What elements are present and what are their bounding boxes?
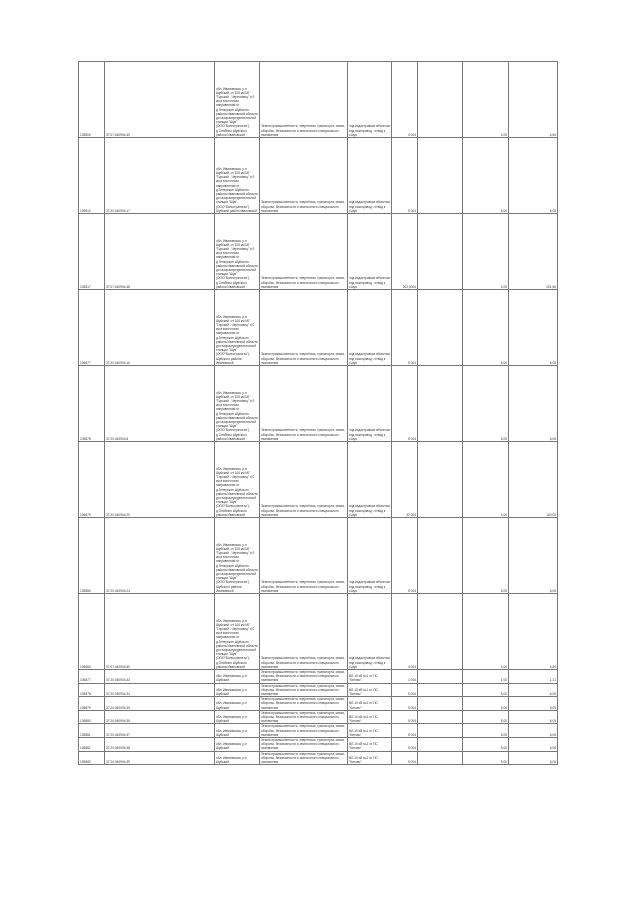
permitted-use: ВЛ-10 кВ №1 от ПС "Китово" bbox=[348, 710, 392, 724]
cadastral-number: 37:20:040904:20 bbox=[105, 442, 215, 518]
value-column-1 bbox=[418, 138, 463, 214]
cadastral-number: 37:07:040904:49 bbox=[105, 62, 215, 138]
permitted-use: под кадастровым объектом под газопровод - отвод к г.Шуя bbox=[348, 366, 392, 442]
permitted-use: под кадастровым объектом под газопровод - отвод к г.Шуя bbox=[348, 442, 392, 518]
value-column-3: 6,05 bbox=[509, 518, 558, 594]
value-column-3: 6,05 bbox=[509, 138, 558, 214]
value-column-2: 4,00 bbox=[463, 214, 509, 290]
value-column-3: 6,05 bbox=[509, 710, 558, 724]
value-column-1 bbox=[418, 751, 463, 765]
area-value: 5 004 bbox=[392, 366, 418, 442]
cadastral-table bbox=[78, 61, 558, 765]
cadastral-number: 37:20:040904:24 bbox=[105, 518, 215, 594]
value-column-2: 5,00 bbox=[463, 724, 509, 738]
cadastral-number: 37:20:040904:39 bbox=[105, 751, 215, 765]
cadastral-number: 37:20:040904:34 bbox=[105, 683, 215, 697]
record-id: 105800 bbox=[79, 62, 105, 138]
area-value: 5 004 bbox=[392, 138, 418, 214]
value-column-2: 5,00 bbox=[463, 366, 509, 442]
value-column-3: 201,56 bbox=[509, 214, 558, 290]
record-id: 105880 bbox=[79, 710, 105, 724]
area-value: 5 004 bbox=[392, 518, 418, 594]
value-column-2: 5,00 bbox=[463, 683, 509, 697]
table-row bbox=[79, 366, 558, 442]
location-description: обл. Ивановская, р-н Шуйский bbox=[215, 710, 260, 724]
table-row bbox=[79, 724, 558, 738]
area-value: 32 004 bbox=[392, 442, 418, 518]
permitted-use: под кадастровым объектом под газопровод - отвод к г.Шуя bbox=[348, 594, 392, 670]
location-description: обл. Ивановская, р-н Шуйский bbox=[215, 751, 260, 765]
land-category: Земли промышленности, энергетики, транспорта, связи, обороны, безопасности и земли иного специального назначения bbox=[260, 724, 348, 738]
record-id: 105878 bbox=[79, 683, 105, 697]
table-row bbox=[79, 138, 558, 214]
value-column-3: 4,84 bbox=[509, 594, 558, 670]
value-column-1 bbox=[418, 518, 463, 594]
cadastral-number: 37:20:040904:8 bbox=[105, 366, 215, 442]
land-category: Земли промышленности, энергетики, транспорта, связи, обороны, безопасности и земли иного специального назначения bbox=[260, 594, 348, 670]
area-value: 1 004 bbox=[392, 670, 418, 684]
land-category: Земли промышленности, энергетики, транспорта, связи, обороны, безопасности и земли иного специального назначения bbox=[260, 138, 348, 214]
location-description: обл. Ивановская, р-н Шуйский bbox=[215, 670, 260, 684]
location-description: обл. Ивановская, р-н Шуйский, от 105 км МГ "Горький - Череповец" d 0 км в восточном направлении от д.Генерское Шуйского района Ивановской области до газораспределительной станции "Шуя" (ООО"Волготрансгаз"), д.Олябино Шуйского района Ивановской bbox=[215, 366, 260, 442]
record-id: 105883 bbox=[79, 751, 105, 765]
record-id: 105817 bbox=[79, 214, 105, 290]
area-value: 202,0004 bbox=[392, 214, 418, 290]
table-row bbox=[79, 214, 558, 290]
cadastral-number: 37:20:040904:35 bbox=[105, 697, 215, 711]
table-row bbox=[79, 442, 558, 518]
value-column-1 bbox=[418, 683, 463, 697]
record-id: 105880 bbox=[79, 518, 105, 594]
land-category: Земли промышленности, энергетики, транспорта, связи, обороны, безопасности и земли иного специального назначения bbox=[260, 751, 348, 765]
record-id: 105881 bbox=[79, 724, 105, 738]
permitted-use: под кадастровым объектом под газопровод - отвод к г.Шуя bbox=[348, 138, 392, 214]
permitted-use: под кадастровым объектом под газопровод - отвод к г.Шуя bbox=[348, 290, 392, 366]
land-category: Земли промышленности, энергетики, транспорта, связи, обороны, безопасности и земли иного специального назначения bbox=[260, 290, 348, 366]
value-column-3: 6,05 bbox=[509, 683, 558, 697]
value-column-2: 5,00 bbox=[463, 518, 509, 594]
value-column-2: 4,00 bbox=[463, 594, 509, 670]
cadastral-number: 37:07:040904:48 bbox=[105, 214, 215, 290]
area-value: 5 004 bbox=[392, 751, 418, 765]
area-value: 5 004 bbox=[392, 290, 418, 366]
cadastral-table-sheet bbox=[78, 61, 557, 765]
table-row bbox=[79, 710, 558, 724]
value-column-1 bbox=[418, 697, 463, 711]
table-row bbox=[79, 683, 558, 697]
land-category: Земли промышленности, энергетики, транспорта, связи, обороны, безопасности и земли иного специального назначения bbox=[260, 683, 348, 697]
location-description: обл. Ивановская, р-н Шуйский, от 105 км МГ "Горький - Череповец" d 0 км в восточном направлении от д.Генерское Шуйского района Ивановской области до газораспределительной станции "Шуя" (ООО"Волготрансгаз"), Шуйский район Ивановской bbox=[215, 138, 260, 214]
record-id: 105878 bbox=[79, 366, 105, 442]
location-description: обл. Ивановская, р-н Шуйский bbox=[215, 683, 260, 697]
area-value: 5 004 bbox=[392, 710, 418, 724]
value-column-3: 6,05 bbox=[509, 290, 558, 366]
location-description: обл. Ивановская, р-н Шуйский bbox=[215, 738, 260, 752]
value-column-2: 1,00 bbox=[463, 670, 509, 684]
value-column-1 bbox=[418, 738, 463, 752]
value-column-3: 6,05 bbox=[509, 697, 558, 711]
value-column-2: 4,00 bbox=[463, 442, 509, 518]
area-value: 5 004 bbox=[392, 738, 418, 752]
permitted-use: ВЛ-10 кВ №1 от ПС "Китово" bbox=[348, 724, 392, 738]
permitted-use: ВЛ-10 кВ №1 от ПС "Китово" bbox=[348, 751, 392, 765]
value-column-1 bbox=[418, 290, 463, 366]
value-column-3: 6,05 bbox=[509, 724, 558, 738]
record-id: 105877 bbox=[79, 670, 105, 684]
value-column-1 bbox=[418, 724, 463, 738]
record-id: 105884 bbox=[79, 594, 105, 670]
land-category: Земли промышленности, энергетики, транспорта, связи, обороны, безопасности и земли иного специального назначения bbox=[260, 442, 348, 518]
value-column-2: 5,00 bbox=[463, 751, 509, 765]
permitted-use: под кадастровым объектом под газопровод - отвод к г.Шуя bbox=[348, 62, 392, 138]
location-description: обл. Ивановская, р-н Шуйский bbox=[215, 724, 260, 738]
land-category: Земли промышленности, энергетики, транспорта, связи, обороны, безопасности и земли иного специального назначения bbox=[260, 738, 348, 752]
location-description: обл. Ивановская, р-н Шуйский, от 105 км МГ "Горький - Череповец" d 0 км в восточном направлении от д.Генерское Шуйского района Ивановской области до газораспределительной станции "Шуя" (ООО"Волготрансгаз"), д.Олябино Шуйского района Ивановской bbox=[215, 594, 260, 670]
value-column-1 bbox=[418, 62, 463, 138]
table-row bbox=[79, 62, 558, 138]
location-description: обл. Ивановская, р-н Шуйский, от 105 км МГ "Горький - Череповец" d 0 км в восточном направлении от д.Генерское Шуйского района Ивановской области до газораспределительной станции "Шуя" (ООО"Волготрансгаз"), д.Олябино Шуйского района Ивановской bbox=[215, 214, 260, 290]
value-column-1 bbox=[418, 366, 463, 442]
value-column-3: 6,05 bbox=[509, 366, 558, 442]
value-column-2: 5,00 bbox=[463, 290, 509, 366]
area-value: 5 004 bbox=[392, 697, 418, 711]
land-category: Земли промышленности, энергетики, транспорта, связи, обороны, безопасности и земли иного специального назначения bbox=[260, 670, 348, 684]
table-row bbox=[79, 670, 558, 684]
permitted-use: под кадастровым объектом под газопровод - отвод к г.Шуя bbox=[348, 214, 392, 290]
table-body bbox=[79, 62, 558, 765]
record-id: 105882 bbox=[79, 738, 105, 752]
location-description: обл. Ивановская, р-н Шуйский, от 105 км МГ "Горький - Череповец" d 0 км в восточном направлении от д.Генерское Шуйского района Ивановской области до газораспределительной станции "Шуя" (ООО"Волготрансгаз"), д.Олябино Шуйского района Ивановской bbox=[215, 442, 260, 518]
record-id: 105879 bbox=[79, 697, 105, 711]
record-id: 105810 bbox=[79, 138, 105, 214]
area-value: 4 004 bbox=[392, 594, 418, 670]
record-id: 105879 bbox=[79, 442, 105, 518]
cadastral-number: 37:20:040904:17 bbox=[105, 138, 215, 214]
cadastral-number: 37:20:040904:16 bbox=[105, 290, 215, 366]
value-column-1 bbox=[418, 670, 463, 684]
table-row bbox=[79, 290, 558, 366]
value-column-2: 5,00 bbox=[463, 138, 509, 214]
value-column-2: 4,00 bbox=[463, 62, 509, 138]
value-column-1 bbox=[418, 594, 463, 670]
table-row bbox=[79, 518, 558, 594]
cadastral-number: 37:20:040904:36 bbox=[105, 710, 215, 724]
table-row bbox=[79, 738, 558, 752]
value-column-1 bbox=[418, 442, 463, 518]
permitted-use: ВЛ-10 кВ №1 от ПС "Китово" bbox=[348, 670, 392, 684]
value-column-3: 100,00 bbox=[509, 442, 558, 518]
location-description: обл. Ивановская, р-н Шуйский bbox=[215, 697, 260, 711]
land-category: Земли промышленности, энергетики, транспорта, связи, обороны, безопасности и земли иного специального назначения bbox=[260, 710, 348, 724]
cadastral-number: 37:20:040904:33 bbox=[105, 670, 215, 684]
area-value: 5 004 bbox=[392, 724, 418, 738]
location-description: обл. Ивановская, р-н Шуйский, от 105 км МГ "Горький - Череповец" d 0 км в восточном направлении от д.Генерское Шуйского района Ивановской области до газораспределительной станции "Шуя" (ООО"Волготрансгаз"), д.Олябино Шуйского района Ивановской bbox=[215, 62, 260, 138]
cadastral-number: 37:20:040904:38 bbox=[105, 738, 215, 752]
area-value: 5 004 bbox=[392, 683, 418, 697]
value-column-2: 5,00 bbox=[463, 710, 509, 724]
permitted-use: под кадастровым объектом под газопровод - отвод к г.Шуя bbox=[348, 518, 392, 594]
value-column-3: 6,05 bbox=[509, 738, 558, 752]
land-category: Земли промышленности, энергетики, транспорта, связи, обороны, безопасности и земли иного специального назначения bbox=[260, 518, 348, 594]
location-description: обл. Ивановская, р-н Шуйский, от 105 км МГ "Горький - Череповец" d 0 км в восточном направлении от д.Генерское Шуйского района Ивановской области до газораспределительной станции "Шуя" (ООО"Волготрансгаз"), Шуйского района Ивановской bbox=[215, 518, 260, 594]
value-column-3: 6,05 bbox=[509, 751, 558, 765]
value-column-1 bbox=[418, 710, 463, 724]
permitted-use: ВЛ-10 кВ №1 от ПС "Китово" bbox=[348, 738, 392, 752]
location-description: обл. Ивановская, р-н Шуйский, от 105 км МГ "Горький - Череповец" d 0 км в восточном направлении от д.Генерское Шуйского района Ивановской области до газораспределительной станции "Шуя" (ООО"Волготрансгаз"), Шуйского района Ивановской bbox=[215, 290, 260, 366]
permitted-use: ВЛ-10 кВ №1 от ПС "Китово" bbox=[348, 683, 392, 697]
area-value: 4 004 bbox=[392, 62, 418, 138]
value-column-3: 4,84 bbox=[509, 62, 558, 138]
value-column-2: 5,00 bbox=[463, 697, 509, 711]
cadastral-number: 37:20:040904:37 bbox=[105, 724, 215, 738]
permitted-use: ВЛ-10 кВ №1 от ПС "Китово" bbox=[348, 697, 392, 711]
value-column-3: 1,21 bbox=[509, 670, 558, 684]
cadastral-number: 37:07:040904:50 bbox=[105, 594, 215, 670]
land-category: Земли промышленности, энергетики, транспорта, связи, обороны, безопасности и земли иного специального назначения bbox=[260, 214, 348, 290]
land-category: Земли промышленности, энергетики, транспорта, связи, обороны, безопасности и земли иного специального назначения bbox=[260, 366, 348, 442]
land-category: Земли промышленности, энергетики, транспорта, связи, обороны, безопасности и земли иного специального назначения bbox=[260, 62, 348, 138]
record-id: 105877 bbox=[79, 290, 105, 366]
value-column-2: 5,00 bbox=[463, 738, 509, 752]
table-row bbox=[79, 697, 558, 711]
table-row bbox=[79, 594, 558, 670]
value-column-1 bbox=[418, 214, 463, 290]
table-row bbox=[79, 751, 558, 765]
land-category: Земли промышленности, энергетики, транспорта, связи, обороны, безопасности и земли иного специального назначения bbox=[260, 697, 348, 711]
